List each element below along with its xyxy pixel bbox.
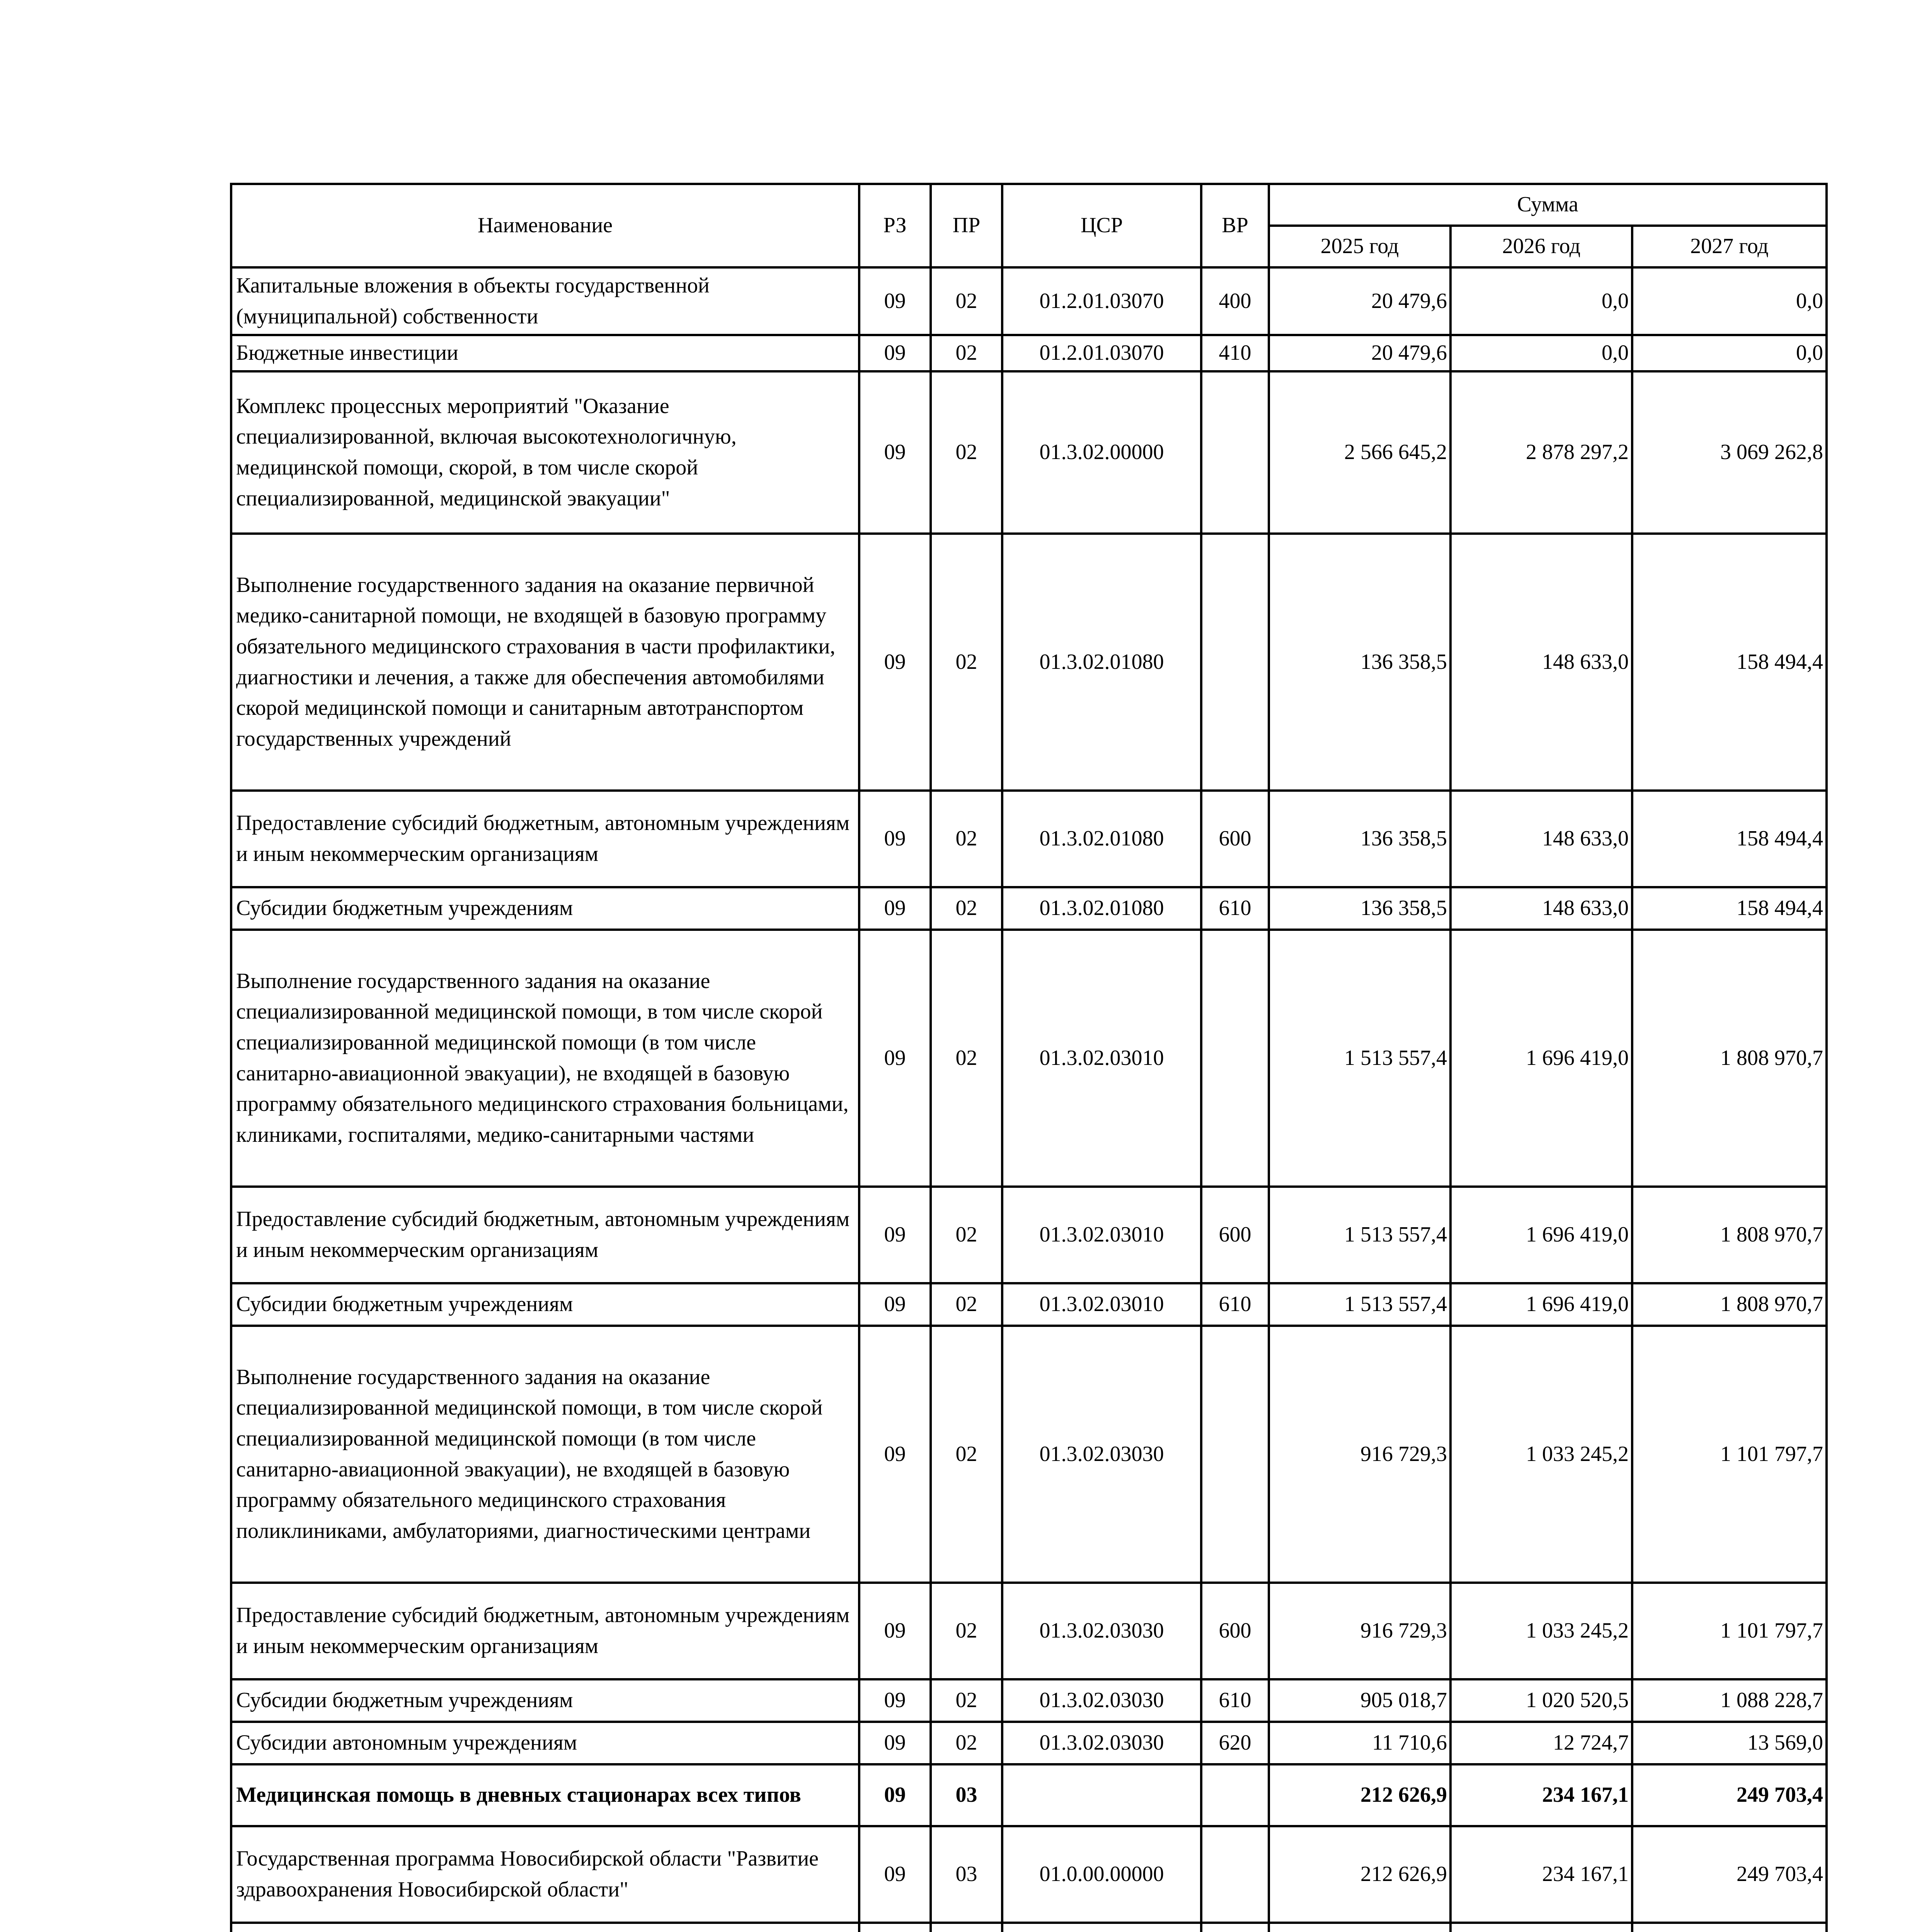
row-amount-2026: 1 696 419,0 [1451, 1187, 1632, 1283]
row-amount-2026: 148 633,0 [1451, 791, 1632, 887]
row-vr: 620 [1201, 1722, 1269, 1764]
row-amount-2025: 20 479,6 [1269, 267, 1451, 335]
row-vr [1201, 1923, 1269, 1932]
row-vr [1201, 1764, 1269, 1826]
row-name: Субсидии бюджетным учреждениям [231, 887, 859, 930]
row-csr: 01.2.01.03070 [1002, 267, 1201, 335]
row-rz: 09 [859, 335, 931, 371]
row-csr: 01.2.01.03070 [1002, 335, 1201, 371]
row-rz: 09 [859, 1826, 931, 1923]
row-amount-2027: 1 808 970,7 [1632, 1283, 1827, 1326]
row-amount-2026: 12 724,7 [1451, 1722, 1632, 1764]
row-name: Субсидии автономным учреждениям [231, 1722, 859, 1764]
row-csr [1002, 1923, 1201, 1932]
row-csr: 01.3.02.03030 [1002, 1722, 1201, 1764]
table-row [231, 1722, 1827, 1764]
row-name: Бюджетные инвестиции [231, 335, 859, 371]
row-amount-2025: 136 358,5 [1269, 534, 1451, 791]
row-csr: 01.3.02.01080 [1002, 534, 1201, 791]
row-amount-2026 [1451, 1923, 1632, 1932]
row-pr: 02 [931, 371, 1002, 534]
row-amount-2025: 1 513 557,4 [1269, 1187, 1451, 1283]
row-amount-2027: 1 088 228,7 [1632, 1679, 1827, 1722]
row-name: Выполнение государственного задания на оказание специализированной медицинской помощи, в том числе скорой специализированной медицинской помощи (в том числе санитарно-авиационной эвакуации), не входящей в базовую программу обязательного медицинского страхования больницами, клиниками, госпиталями, медико-санитарными частями [231, 930, 859, 1187]
table-row [231, 371, 1827, 534]
row-amount-2025: 1 513 557,4 [1269, 1283, 1451, 1326]
table-row [231, 267, 1827, 335]
row-pr: 02 [931, 930, 1002, 1187]
row-amount-2025: 1 513 557,4 [1269, 930, 1451, 1187]
row-csr: 01.3.02.03010 [1002, 1187, 1201, 1283]
row-pr [931, 1923, 1002, 1932]
row-pr: 02 [931, 791, 1002, 887]
row-amount-2026: 1 020 520,5 [1451, 1679, 1632, 1722]
row-name: Государственная программа Новосибирской области "Развитие здравоохранения Новосибирской области" [231, 1826, 859, 1923]
row-name: Субсидии бюджетным учреждениям [231, 1679, 859, 1722]
row-amount-2027: 1 101 797,7 [1632, 1583, 1827, 1679]
header-name: Наименование [231, 184, 859, 267]
row-csr: 01.3.02.01080 [1002, 887, 1201, 930]
row-csr: 01.3.02.01080 [1002, 791, 1201, 887]
row-amount-2026: 0,0 [1451, 267, 1632, 335]
table-row [231, 1923, 1827, 1932]
row-amount-2027: 249 703,4 [1632, 1764, 1827, 1826]
row-pr: 02 [931, 534, 1002, 791]
row-amount-2027: 158 494,4 [1632, 887, 1827, 930]
row-amount-2025: 20 479,6 [1269, 335, 1451, 371]
table-row [231, 930, 1827, 1187]
table-row [231, 335, 1827, 371]
row-rz: 09 [859, 1679, 931, 1722]
row-rz: 09 [859, 1283, 931, 1326]
table-row [231, 1187, 1827, 1283]
row-pr: 02 [931, 1722, 1002, 1764]
row-rz: 09 [859, 887, 931, 930]
table-row [231, 1583, 1827, 1679]
header-year-2027: 2027 год [1632, 226, 1827, 267]
table-row [231, 1679, 1827, 1722]
row-amount-2027: 0,0 [1632, 267, 1827, 335]
row-amount-2027: 0,0 [1632, 335, 1827, 371]
row-rz: 09 [859, 791, 931, 887]
row-vr [1201, 534, 1269, 791]
table-row [231, 887, 1827, 930]
row-vr [1201, 930, 1269, 1187]
row-vr: 600 [1201, 791, 1269, 887]
row-amount-2027: 249 703,4 [1632, 1826, 1827, 1923]
row-csr: 01.0.00.00000 [1002, 1826, 1201, 1923]
row-amount-2025: 136 358,5 [1269, 791, 1451, 887]
row-amount-2027 [1632, 1923, 1827, 1932]
row-amount-2026: 1 033 245,2 [1451, 1326, 1632, 1583]
row-name [231, 1923, 859, 1932]
table-header [231, 184, 1827, 267]
row-csr: 01.3.02.00000 [1002, 371, 1201, 534]
row-name: Медицинская помощь в дневных стационарах всех типов [231, 1764, 859, 1826]
row-amount-2026: 0,0 [1451, 335, 1632, 371]
row-pr: 02 [931, 335, 1002, 371]
row-pr: 02 [931, 267, 1002, 335]
header-year-2025: 2025 год [1269, 226, 1451, 267]
row-pr: 02 [931, 1187, 1002, 1283]
row-name: Предоставление субсидий бюджетным, автономным учреждениям и иным некоммерческим организациям [231, 791, 859, 887]
row-pr: 02 [931, 1679, 1002, 1722]
row-amount-2026: 234 167,1 [1451, 1826, 1632, 1923]
row-amount-2025: 916 729,3 [1269, 1326, 1451, 1583]
row-pr: 03 [931, 1826, 1002, 1923]
table-row [231, 1283, 1827, 1326]
row-amount-2025: 905 018,7 [1269, 1679, 1451, 1722]
header-csr: ЦСР [1002, 184, 1201, 267]
row-name: Выполнение государственного задания на оказание первичной медико-санитарной помощи, не входящей в базовую программу обязательного медицинского страхования в части профилактики, диагностики и лечения, а также для обеспечения автомобилями скорой медицинской помощи и санитарным автотранспортом государственных учреждений [231, 534, 859, 791]
header-pr: ПР [931, 184, 1002, 267]
row-amount-2025: 136 358,5 [1269, 887, 1451, 930]
row-rz: 09 [859, 1764, 931, 1826]
row-vr: 610 [1201, 1283, 1269, 1326]
row-amount-2026: 2 878 297,2 [1451, 371, 1632, 534]
row-amount-2025: 11 710,6 [1269, 1722, 1451, 1764]
budget-table [230, 183, 1828, 1932]
row-amount-2027: 1 808 970,7 [1632, 930, 1827, 1187]
row-name: Субсидии бюджетным учреждениям [231, 1283, 859, 1326]
header-year-2026: 2026 год [1451, 226, 1632, 267]
row-rz: 09 [859, 1583, 931, 1679]
row-amount-2027: 13 569,0 [1632, 1722, 1827, 1764]
row-csr: 01.3.02.03030 [1002, 1326, 1201, 1583]
row-amount-2027: 158 494,4 [1632, 534, 1827, 791]
row-rz: 09 [859, 534, 931, 791]
row-name: Выполнение государственного задания на оказание специализированной медицинской помощи, в том числе скорой специализированной медицинской помощи (в том числе санитарно-авиационной эвакуации), не входящей в базовую программу обязательного медицинского страхования поликлиниками, амбулаториями, диагностическими центрами [231, 1326, 859, 1583]
row-vr: 410 [1201, 335, 1269, 371]
row-rz [859, 1923, 931, 1932]
row-csr: 01.3.02.03010 [1002, 1283, 1201, 1326]
row-amount-2025: 916 729,3 [1269, 1583, 1451, 1679]
row-csr [1002, 1764, 1201, 1826]
row-pr: 02 [931, 1283, 1002, 1326]
row-vr: 600 [1201, 1187, 1269, 1283]
row-amount-2026: 148 633,0 [1451, 534, 1632, 791]
row-csr: 01.3.02.03010 [1002, 930, 1201, 1187]
row-csr: 01.3.02.03030 [1002, 1583, 1201, 1679]
header-sum: Сумма [1269, 184, 1827, 226]
row-rz: 09 [859, 267, 931, 335]
row-name: Предоставление субсидий бюджетным, автономным учреждениям и иным некоммерческим организациям [231, 1187, 859, 1283]
table-row [231, 1826, 1827, 1923]
row-name: Предоставление субсидий бюджетным, автономным учреждениям и иным некоммерческим организациям [231, 1583, 859, 1679]
row-vr [1201, 1326, 1269, 1583]
table-row [231, 1764, 1827, 1826]
header-rz: РЗ [859, 184, 931, 267]
row-vr: 610 [1201, 887, 1269, 930]
row-amount-2025 [1269, 1923, 1451, 1932]
header-vr: ВР [1201, 184, 1269, 267]
row-rz: 09 [859, 930, 931, 1187]
table-row [231, 1326, 1827, 1583]
row-rz: 09 [859, 1722, 931, 1764]
row-amount-2026: 234 167,1 [1451, 1764, 1632, 1826]
row-amount-2026: 1 696 419,0 [1451, 1283, 1632, 1326]
row-pr: 02 [931, 1583, 1002, 1679]
row-rz: 09 [859, 1326, 931, 1583]
row-amount-2025: 2 566 645,2 [1269, 371, 1451, 534]
row-name: Капитальные вложения в объекты государственной (муниципальной) собственности [231, 267, 859, 335]
row-amount-2026: 148 633,0 [1451, 887, 1632, 930]
row-rz: 09 [859, 1187, 931, 1283]
row-vr: 400 [1201, 267, 1269, 335]
row-vr: 600 [1201, 1583, 1269, 1679]
row-amount-2027: 1 808 970,7 [1632, 1187, 1827, 1283]
row-amount-2027: 1 101 797,7 [1632, 1326, 1827, 1583]
row-amount-2027: 3 069 262,8 [1632, 371, 1827, 534]
row-name: Комплекс процессных мероприятий "Оказание специализированной, включая высокотехнологичную, медицинской помощи, скорой, в том числе скорой специализированной, медицинской эвакуации" [231, 371, 859, 534]
table-row [231, 534, 1827, 791]
row-amount-2026: 1 033 245,2 [1451, 1583, 1632, 1679]
table-body [231, 267, 1827, 1932]
row-amount-2025: 212 626,9 [1269, 1764, 1451, 1826]
row-pr: 03 [931, 1764, 1002, 1826]
row-pr: 02 [931, 1326, 1002, 1583]
row-csr: 01.3.02.03030 [1002, 1679, 1201, 1722]
row-amount-2027: 158 494,4 [1632, 791, 1827, 887]
row-rz: 09 [859, 371, 931, 534]
row-vr [1201, 1826, 1269, 1923]
row-pr: 02 [931, 887, 1002, 930]
row-vr: 610 [1201, 1679, 1269, 1722]
table-row [231, 791, 1827, 887]
row-vr [1201, 371, 1269, 534]
row-amount-2025: 212 626,9 [1269, 1826, 1451, 1923]
row-amount-2026: 1 696 419,0 [1451, 930, 1632, 1187]
